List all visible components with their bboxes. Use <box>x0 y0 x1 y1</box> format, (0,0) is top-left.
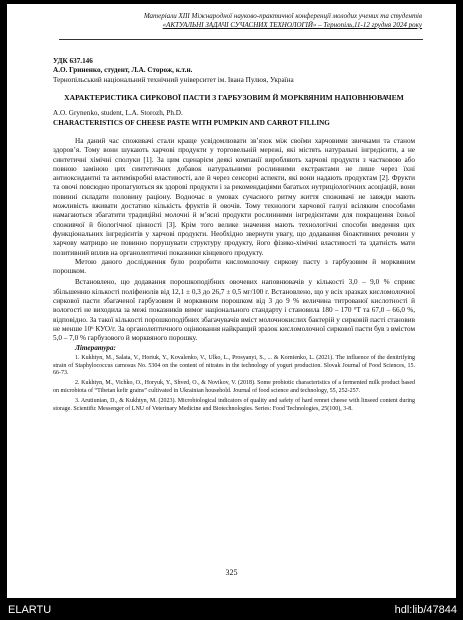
reference-item: 2. Kukhtyn, M., Vichko, O., Horyuk, Y., Shved, O., & Novikov, V. (2018). Some probiotic characteristics of a fermented milk product based on microbiota of “Tibetan kefir grains” cultivated in Ukrainian household. Journal of food science and technology, 55, 252-257. <box>53 380 415 394</box>
paragraph-aim: Метою даного дослідження було розробити кисломолочну сиркову пасту з гарбузовим й морквяним порошком. <box>53 257 415 276</box>
authors-ua: А.О. Гриненко, студент, Л.А. Сторож, к.т.н. <box>53 66 193 75</box>
repository-label: ELARTU <box>8 604 52 616</box>
title-ua: ХАРАКТЕРИСТИКА СИРКОВОЇ ПАСТИ З ГАРБУЗОВИМ Й МОРКВЯНИМ НАПОВНЮВАЧЕМ <box>64 92 404 102</box>
header-line-1: Матеріали XIII Міжнародної науково-практичної конференції молодих учених та студентів <box>143 12 422 20</box>
title-en: CHARACTERISTICS OF CHEESE PASTE WITH PUMPKIN AND CARROT FILLING <box>53 118 330 127</box>
reference-item: 1. Kukhtyn, M., Salata, V., Horiuk, Y., Kovalenko, V., Ulko, L., Prosyanyi, S., ... & Kornienko, L. (2021). The influence of the denitrifying strain of Staphylococcus carnosus No. 5304 on the content of nitrates in the technology of yogurt production. Slovak Journal of Food Sciences, 15. 66-73. <box>53 354 415 377</box>
paragraph-intro: На даний час споживачі стали краще усвідомлювати зв’язок між своїми харчовими звичками та станом здоров’я. Тому вони шукають харчові продукти у торговельній мережі, які містять натуральні інгредієнти, а не синтетичні хімічні сполуки [1]. За цим сценарієм деякі компанії виробляють харчові продукти з частковою або повною заміною цих синтетичних добавок натуральними рослинними екстрактами не лише через їхні антиоксидантні та антимікробні властивості, але й через сенсорні аспекти, які вони надають продуктам [2]. Фрукти та овочі повсюдно пропагуються як здорові продукти і за рекомендаціями багатьох нутриціологічних асоціацій, вони повинні складати половину раціону. Водночас в умовах сучасного ритму життя споживачі не завжди мають можливість вживати достатню кількість фруктів й овочів. Тому технологи харчової галузі всіляким способами намагаються збагатити традиційні молочні й м’ясні продукти рослинними інгредієнтами для покращення їхньої споживчої й біологічної цінності [3]. Крім того велике значення мають технологічні способи введення цих функціональних інгредієнтів у харчові продукти. Необхідно звернути увагу, що додавання біоактивних речовин у харчову матрицю не повинно порушувати структуру продукту, його фізико-хімічні властивості та здатність мати позитивний вплив на органолептичні показники кінцевого продукту. <box>53 136 415 257</box>
handle-id: hdl:lib/47844 <box>394 604 457 616</box>
page-number: 325 <box>225 568 238 577</box>
article-body <box>53 57 415 413</box>
header-divider <box>59 39 423 40</box>
document-page <box>7 4 456 598</box>
header-line-2: «АКТУАЛЬНІ ЗАДАЧІ СУЧАСНИХ ТЕХНОЛОГІЙ» – Тернопіль,11-12 грудня 2024 року <box>162 21 422 29</box>
references-heading: Література: <box>75 343 116 352</box>
authors-en: A.O. Grynenko, student, L.A. Storozh, Ph.D. <box>53 109 183 118</box>
affiliation-ua: Тернопільський національний технічний університет ім. Івана Пулюя, Україна <box>53 75 294 84</box>
reference-item: 3. Arutiunian, D., & Kukhtyn, M. (2023). Microbiological indicators of quality and safety of hard rennet cheese with linseed content during storage. Scientific Messenger of LNU of Veterinary Medicine and Biotechnologies. Series: Food Technologies, 25(100), 3-8. <box>53 397 415 412</box>
paragraph-results: Встановлено, що додавання порошкоподібних овочевих наповнювачів у кількості 3,0 – 9,0 % сприяє збільшенню кількості поліфенолів від 12,1 ± 0,3 до 26,7 ± 0,5 мг/100 г. Встановлено, що у всіх зразках кисломолочної сиркової пасти збагаченої гарбузовим й морквяним порошком від 3 до 9 % величина титрованої кислотності й вологості не виходила за межі показників вимог національного стандарту і становила 180 – 170 °Т та 67,0 – 66,0 %, відповідно. За такої кількості порошкоподібних збагачувачів вміст молочнокислих бактерій у сирковій пасті становив не менше 10⁶ КУО/г. За органолептичного оцінювання найкращий зразок кисломолочної сиркової пасти був з вмістом 5,0 – 7,0 % гарбузового й морквяного порошку. <box>53 278 415 343</box>
conference-header <box>62 12 422 30</box>
udk-code: УДК 637.146 <box>53 57 93 65</box>
